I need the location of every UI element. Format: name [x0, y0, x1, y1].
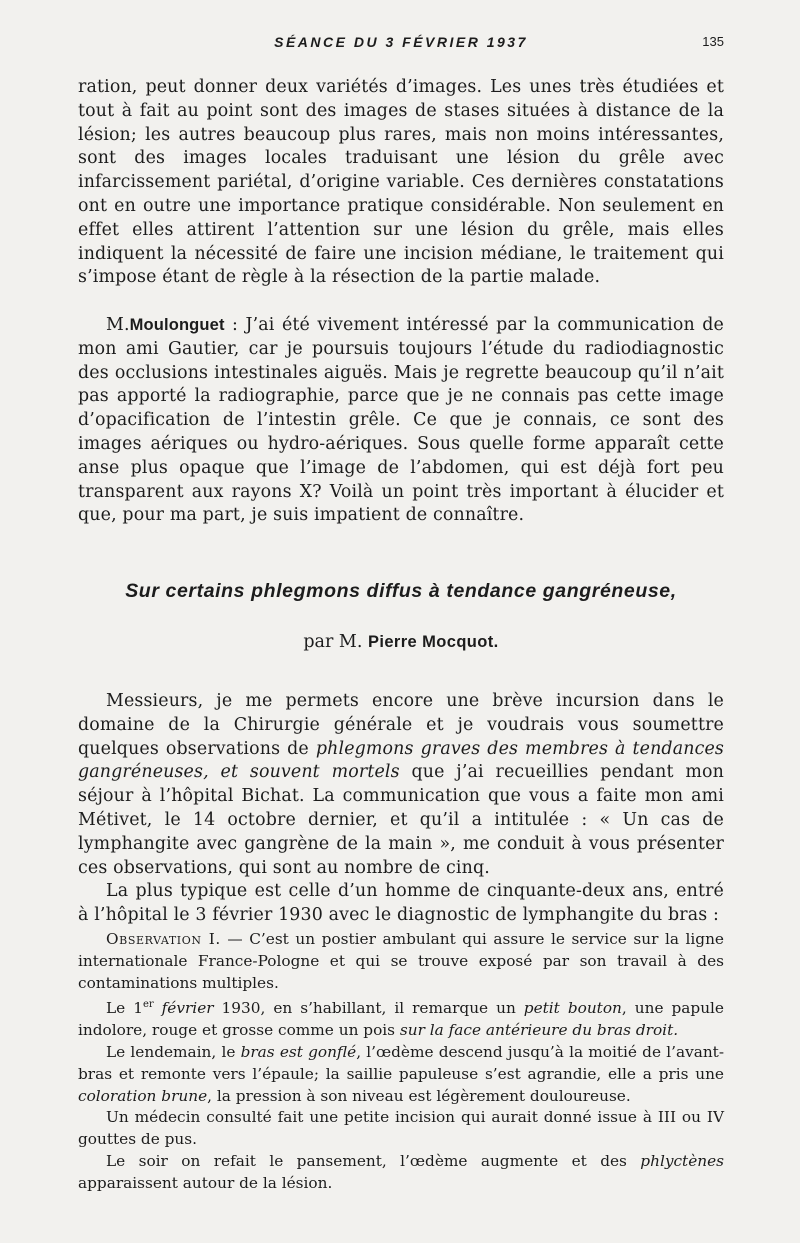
intro-text-b: que j’ai recueillies pendant mon séjour à l’hôpital Bichat. La communication que vous a faite mon ami Métivet, le 14 octobre dernier, et qu’il a intitulée : « Un cas de lymphangite avec gangrène de la main », me conduit à vous présenter ces observations, qui sont au nombre de cinq. [78, 762, 724, 878]
intro-text-a: Messieurs, je me permets encore une brève incursion dans le domaine de la Chirurgie générale et je voudrais vous soumettre quelques observations de [78, 691, 724, 759]
observation-label: Observation I. [106, 930, 221, 948]
continuation-paragraph: ration, peut donner deux variétés d’images. Les unes très étudiées et tout à fait au point sont des images de stases situées à distance de la lésion; les autres beaucoup plus rares, mais non moins intéressantes, sont des images locales traduisant une lésion du grêle avec infarcissement pariétal, d’origine variable. Ces dernières constatations ont en outre une importance pratique considérable. Non seulement en effet elles attirent l’attention sur une lésion du grêle, mais elles indiquent la nécessité de faire une incision médiane, le traitement qui s’impose étant de règle à la résection de la partie malade. [78, 77, 724, 288]
obs3-emphasis-2: coloration brune [78, 1086, 208, 1105]
obs2-emphasis-3: sur la face antérieure du bras droit. [399, 1021, 679, 1040]
obs5-emphasis: phlyctènes [640, 1152, 724, 1171]
obs2-text-c: , une papule indolore, rouge et grosse comme un pois [78, 999, 724, 1040]
obs3-text-a: Le lendemain, le [106, 1043, 241, 1062]
observation-text-1: — C’est un postier ambulant qui assure le service sur la ligne internationale France-Pologne et qui se trouve exposé par son travail à des contaminations multiples. [78, 930, 724, 992]
page-number: 135 [702, 34, 724, 49]
obs2-text-b: 1930, en s’habillant, il remarque un [213, 999, 524, 1018]
discussion-block [78, 314, 724, 528]
byline-prefix: par M. [303, 632, 368, 652]
speaker-prefix: M. [106, 315, 130, 335]
continuation-block [78, 76, 724, 290]
discussion-text: : J’ai été vivement intéressé par la communication de mon ami Gautier, car je poursuis toujours l’étude du radiodiagnostic des occlusions intestinales aiguës. Mais je regrette beaucoup qu’il n’ait pas apporté la radiographie, parce que je ne connais pas cette image d’opacification de l’intestin grêle. Ce que je connais, ce sont des images aériques ou hydro-aériques. Sous quelle forme apparaît cette anse plus opaque que l’image de l’abdomen, qui est déjà fort peu transparent aux rayons X? Voilà un point très important à élucider et que, pour ma part, je suis impatient de connaître. [78, 315, 724, 526]
observation-paragraph-4: Un médecin consulté fait une petite incision qui aurait donné issue à III ou IV gouttes de pus. [78, 1108, 724, 1149]
intro-paragraph-1 [78, 690, 724, 880]
intro-paragraph-2: La plus typique est celle d’un homme de cinquante-deux ans, entré à l’hôpital le 3 février 1930 avec le diagnostic de lymphangite du bras : [78, 881, 724, 926]
observation-paragraph-1 [78, 929, 724, 994]
obs2-emphasis-2: petit bouton [523, 999, 622, 1018]
running-head-title: SÉANCE DU 3 FÉVRIER 1937 [274, 34, 528, 50]
observation-paragraph-3 [78, 1042, 724, 1107]
byline [78, 632, 724, 652]
author-name: Pierre Mocquot. [367, 633, 499, 651]
running-head [78, 34, 724, 56]
obs2-emphasis-1: février [153, 999, 214, 1018]
speaker-name: Moulonguet [129, 316, 225, 334]
obs3-text-b: , l’œdème descend jusqu’à la moitié de l’avant-bras et remonte vers l’épaule; la saillie papuleuse s’est agrandie, elle a pris une [78, 1043, 724, 1083]
obs2-superscript: er [142, 999, 154, 1011]
obs3-text-c: , la pression à son niveau est légèrement douloureuse. [207, 1086, 631, 1105]
discussion-paragraph [78, 314, 724, 528]
article-title: Sur certains phlegmons diffus à tendance gangréneuse, [125, 580, 677, 602]
intro-block [78, 690, 724, 928]
obs2-text-a: Le 1 [106, 999, 143, 1018]
observation-paragraph-5 [78, 1151, 724, 1195]
obs5-text-a: Le soir on refait le pansement, l’œdème augmente et des [106, 1152, 641, 1171]
obs3-emphasis-1: bras est gonflé [240, 1043, 357, 1062]
obs5-text-b: apparaissent autour de la lésion. [78, 1173, 333, 1192]
intro-emphasis: phlegmons graves des membres à tendances gangréneuses, et souvent mortels [78, 738, 724, 783]
observation-block [78, 929, 724, 1195]
observation-paragraph-2 [78, 994, 724, 1042]
